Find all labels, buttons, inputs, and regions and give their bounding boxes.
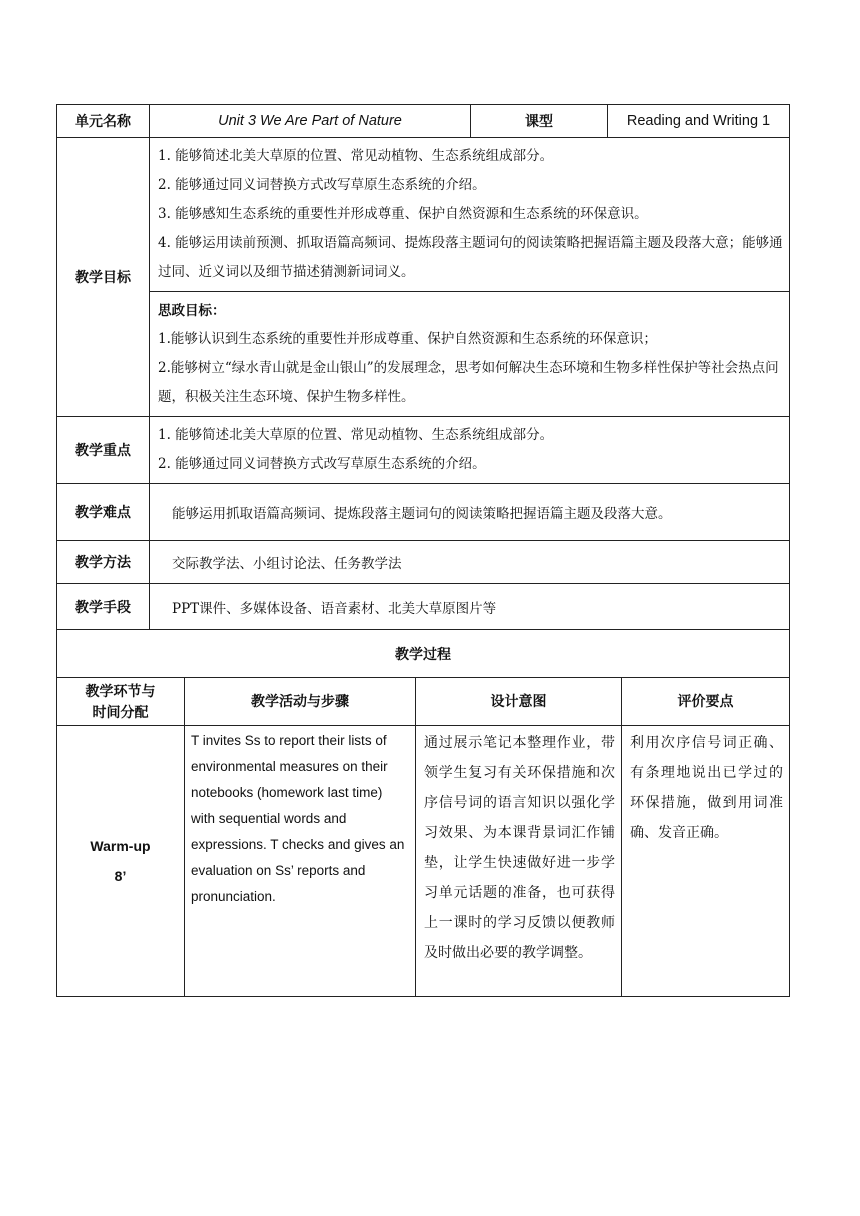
means-label: 教学手段	[57, 584, 150, 630]
key-point-item: 2. 能够通过同义词替换方式改写草原生态系统的介绍。	[158, 456, 486, 472]
stage-name: Warm-up	[90, 838, 151, 854]
intent-cell: 通过展示笔记本整理作业，带领学生复习有关环保措施和次序信号词的语言知识以强化学习效果、为本课背景词汇作铺垫，让学生快速做好进一步学习单元话题的准备，也可获得上一课时的学习反馈以便教师及时做出必要的教学调整。	[416, 726, 622, 997]
process-title: 教学过程	[57, 630, 790, 678]
lesson-type-value: Reading and Writing 1	[608, 105, 790, 138]
goal-item: 2. 能够通过同义词替换方式改写草原生态系统的介绍。	[158, 177, 486, 193]
ideology-title: 思政目标：	[158, 303, 226, 318]
methods-row	[57, 541, 790, 584]
evaluation-cell: 利用次序信号词正确、有条理地说出已学过的环保措施，做到用词准确、发音正确。	[622, 726, 790, 997]
stage-time: 8’	[114, 868, 127, 884]
stage-header-line2: 时间分配	[92, 703, 149, 720]
lesson-type-label: 课型	[471, 105, 608, 138]
process-header-row	[57, 678, 790, 726]
difficulties-value: 能够运用抓取语篇高频词、提炼段落主题词句的阅读策略把握语篇主题及段落大意。	[150, 484, 790, 541]
goals-row	[57, 138, 790, 292]
unit-name-value: Unit 3 We Are Part of Nature	[150, 105, 471, 138]
methods-value: 交际教学法、小组讨论法、任务教学法	[150, 541, 790, 584]
means-value: PPT课件、多媒体设备、语音素材、北美大草原图片等	[150, 584, 790, 630]
activity-cell: T invites Ss to report their lists of environmental measures on their notebooks (homework last time) with sequential words and expressions. T checks and gives an evaluation on Ss’ reports and pronunciation.	[185, 726, 416, 997]
process-title-row	[57, 630, 790, 678]
goals-list	[150, 138, 790, 292]
evaluation-header: 评价要点	[622, 678, 790, 726]
lesson-info-table	[56, 104, 790, 630]
ideology-item: 2.能够树立“绿水青山就是金山银山”的发展理念，思考如何解决生态环境和生物多样性保护等社会热点问题，积极关注生态环境、保护生物多样性。	[158, 360, 779, 405]
difficulties-label: 教学难点	[57, 484, 150, 541]
stage-header-line1: 教学环节与	[85, 682, 156, 699]
difficulties-row	[57, 484, 790, 541]
goals-label: 教学目标	[57, 138, 150, 417]
ideology-goals	[150, 292, 790, 417]
key-points-label: 教学重点	[57, 417, 150, 484]
goal-item: 4. 能够运用读前预测、抓取语篇高频词、提炼段落主题词句的阅读策略把握语篇主题及段落大意；能够通过同、近义词以及细节描述猜测新词词义。	[158, 235, 783, 280]
goal-item: 3. 能够感知生态系统的重要性并形成尊重、保护自然资源和生态系统的环保意识。	[158, 206, 648, 222]
stage-header	[57, 678, 185, 726]
process-table	[56, 629, 790, 997]
unit-name-label: 单元名称	[57, 105, 150, 138]
lesson-plan	[56, 104, 789, 997]
stage-cell	[57, 726, 185, 997]
intent-header: 设计意图	[416, 678, 622, 726]
key-point-item: 1. 能够简述北美大草原的位置、常见动植物、生态系统组成部分。	[158, 427, 554, 443]
ideology-item: 1.能够认识到生态系统的重要性并形成尊重、保护自然资源和生态系统的环保意识；	[158, 331, 657, 347]
methods-label: 教学方法	[57, 541, 150, 584]
means-row	[57, 584, 790, 630]
process-row	[57, 726, 790, 997]
ideology-row	[57, 292, 790, 417]
goal-item: 1. 能够简述北美大草原的位置、常见动植物、生态系统组成部分。	[158, 148, 554, 164]
key-points-row	[57, 417, 790, 484]
activity-header: 教学活动与步骤	[185, 678, 416, 726]
key-points-list	[150, 417, 790, 484]
unit-row	[57, 105, 790, 138]
